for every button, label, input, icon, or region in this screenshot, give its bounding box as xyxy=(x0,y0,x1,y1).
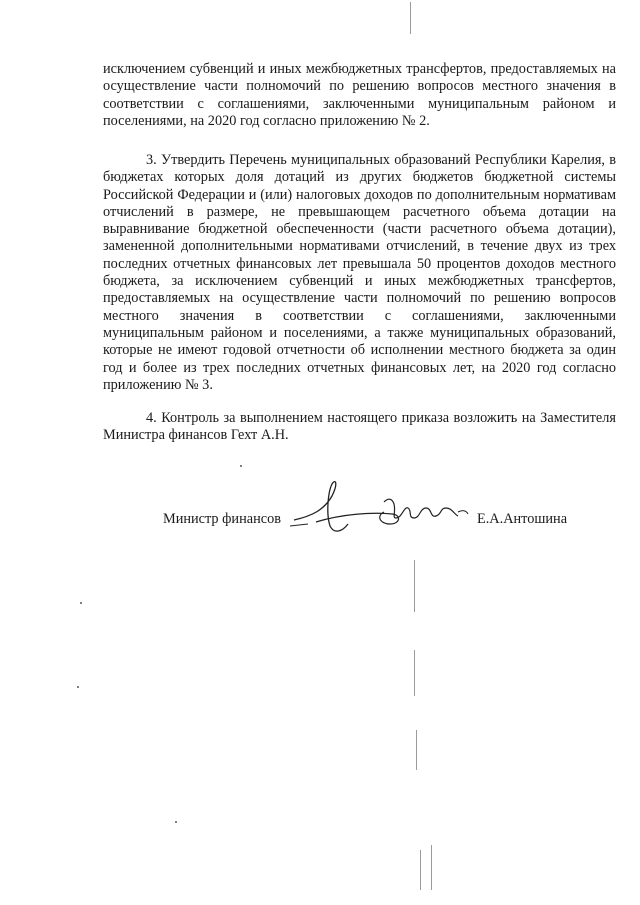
scan-artifact-line xyxy=(420,850,421,890)
scan-artifact-line xyxy=(410,2,411,34)
paragraph-text: 3. Утвердить Перечень муниципальных образований Республики Карелия, в бюджетах которых доля дотаций из других бюджетов бюджетной системы Российской Федерации и (или) налоговых доходов по дополнительным нормативам отчислений в размере, не превышающем расчетного объема дотации на выравнивание бюджетной обеспеченности (части расчетного объема дотации), замененной дополнительными нормативами отчислений, в течение двух из трех последних отчетных финансовых лет превышала 50 процентов доходов местного бюджета, за исключением субвенций и иных межбюджетных трансфертов, предоставляемых на осуществление части полномочий по решению вопросов местного значения в соответствии с соглашениями, заключенными муниципальным районом и поселениями, а также муниципальных образований, которые не имеют годовой отчетности об исполнении местного бюджета за один год и более из трех последних отчетных финансовых лет, на 2020 год согласно приложению № 3. xyxy=(103,152,616,393)
scan-artifact-dot xyxy=(80,602,82,604)
signatory-title: Министр финансов xyxy=(163,511,281,527)
scan-artifact-dot xyxy=(175,821,177,823)
scan-artifact-line xyxy=(414,560,415,612)
scan-artifact-line xyxy=(414,650,415,696)
paragraph-continuation xyxy=(103,61,616,130)
scan-artifact-dot xyxy=(77,686,79,688)
paragraph-item-3 xyxy=(103,152,616,394)
paragraph-text: исключением субвенций и иных межбюджетных трансфертов, предоставляемых на осуществление части полномочий по решению вопросов местного значения в соответствии с соглашениями, заключенными муниципальным районом и поселениями, на 2020 год согласно приложению № 2. xyxy=(103,61,616,129)
signatory-name: Е.А.Антошина xyxy=(477,511,568,527)
paragraph-text: 4. Контроль за выполнением настоящего приказа возложить на Заместителя Министра финансов Гехт А.Н. xyxy=(103,410,616,444)
paragraph-item-4 xyxy=(103,410,616,445)
scan-artifact-line xyxy=(416,730,417,770)
scan-artifact-line xyxy=(431,845,432,890)
scan-artifact-dot xyxy=(240,465,242,467)
handwritten-signature xyxy=(272,474,482,544)
